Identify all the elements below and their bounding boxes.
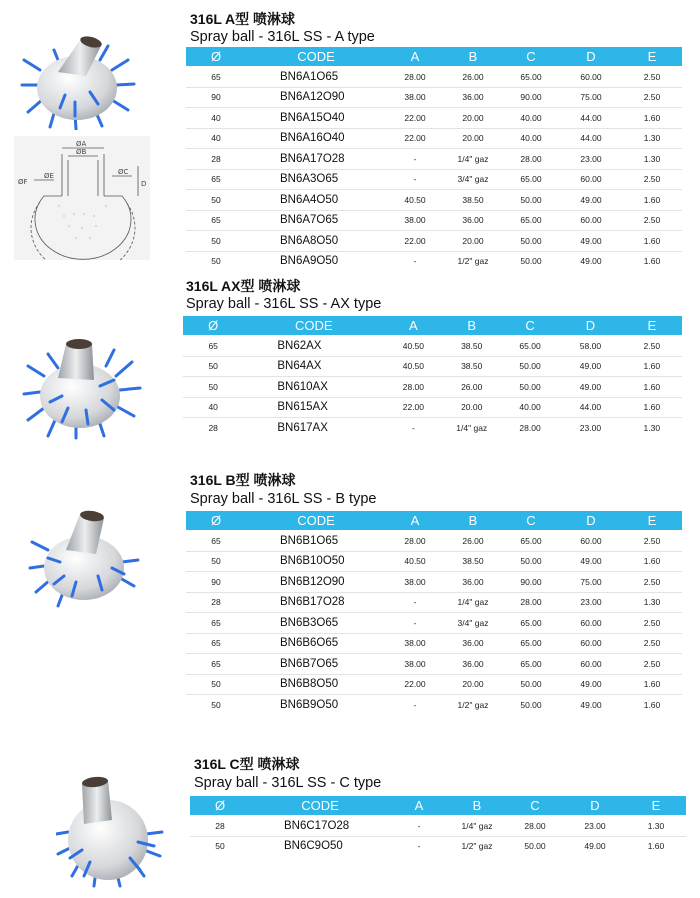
- cell-code: BN6B8O50: [246, 674, 386, 695]
- cell-a: 28.00: [386, 67, 444, 88]
- cell-a: 38.00: [386, 210, 444, 231]
- table-row: [186, 633, 682, 654]
- cell-c: 65.00: [502, 210, 560, 231]
- cell-code: BN6A16O40: [246, 128, 386, 149]
- column-header-c: C: [501, 316, 559, 336]
- table-row: [186, 654, 682, 675]
- table-row: [186, 551, 682, 572]
- cell-b: 1/4" gaz: [448, 816, 506, 837]
- cell-c: 90.00: [502, 572, 560, 593]
- cell-code: BN6A15O40: [246, 108, 386, 129]
- cell-c: 28.00: [519, 422, 541, 433]
- cell-c: 90.00: [502, 87, 560, 108]
- column-header-b: B: [448, 796, 506, 816]
- cell-b: 26.00: [444, 531, 502, 552]
- cell-c: 65.00: [502, 67, 560, 88]
- cell-d: 60.00: [560, 531, 622, 552]
- table-row: [183, 377, 682, 398]
- cell-e: 1.60: [622, 108, 682, 129]
- cell-code: BN64AX: [243, 356, 384, 377]
- section-ax-title: 316L AX型 喷淋球: [186, 278, 301, 294]
- column-header-code: CODE: [246, 47, 386, 67]
- table-row: [183, 356, 682, 377]
- column-header-e: E: [622, 47, 682, 67]
- column-header-d: D: [560, 47, 622, 67]
- table-row: [190, 816, 686, 837]
- cell-diameter: 50: [186, 231, 246, 252]
- cell-c: 50.00: [524, 841, 546, 852]
- drawing-label-f: ØF: [18, 178, 28, 186]
- cell-diameter: 50: [215, 841, 225, 852]
- cell-code: BN6A1O65: [246, 67, 386, 88]
- cell-diameter: 28: [208, 422, 218, 433]
- cell-d: 60.00: [560, 613, 622, 634]
- cell-c: 50.00: [502, 551, 560, 572]
- cell-d: 60.00: [560, 210, 622, 231]
- cell-e: 1.60: [622, 397, 682, 418]
- cell-e: 1.60: [622, 377, 682, 398]
- cell-b: 20.00: [444, 674, 502, 695]
- cell-c: 50.00: [501, 377, 559, 398]
- cell-b: 38.50: [443, 336, 501, 357]
- cell-b: 38.50: [444, 190, 502, 211]
- cell-c: 28.00: [502, 149, 560, 170]
- column-header-e: E: [622, 316, 682, 336]
- table-row: [186, 149, 682, 170]
- table-row: [186, 128, 682, 149]
- section-a-table: [186, 47, 682, 271]
- cell-e: 2.50: [622, 87, 682, 108]
- table-row: [186, 592, 682, 613]
- cell-diameter: 50: [211, 256, 221, 267]
- table-row: [190, 836, 686, 856]
- cell-d: 44.00: [560, 108, 622, 129]
- section-a-title: 316L A型 喷淋球: [190, 11, 296, 27]
- cell-d: 75.00: [560, 87, 622, 108]
- cell-diameter: 50: [183, 377, 243, 398]
- cell-code: BN6A4O50: [246, 190, 386, 211]
- cell-d: 23.00: [579, 422, 602, 433]
- cell-d: 60.00: [560, 633, 622, 654]
- cell-c: 65.00: [502, 169, 560, 190]
- cell-a: 22.00: [386, 108, 444, 129]
- cell-b: 38.50: [444, 551, 502, 572]
- cell-c: 65.00: [502, 531, 560, 552]
- table-row: [186, 674, 682, 695]
- cell-c: 28.00: [502, 592, 560, 613]
- cell-diameter: 50: [183, 356, 243, 377]
- cell-e: 1.60: [622, 356, 682, 377]
- cell-a: 22.00: [384, 397, 442, 418]
- cell-a: -: [411, 422, 415, 433]
- table-header-row: [183, 316, 682, 336]
- cell-code: BN6A3O65: [246, 169, 386, 190]
- column-header-code: CODE: [246, 511, 386, 531]
- cell-e: 2.50: [622, 572, 682, 593]
- cell-d: 49.00: [560, 551, 622, 572]
- drawing-label-b: ØB: [76, 148, 87, 156]
- table-row: [186, 67, 682, 88]
- spray-ball-a-drawing: [14, 136, 150, 260]
- cell-e: 1.30: [622, 149, 682, 170]
- cell-code: BN6B10O50: [246, 551, 386, 572]
- cell-a: 38.00: [386, 87, 444, 108]
- cell-b: 36.00: [444, 654, 502, 675]
- spray-ball-b-image: [28, 506, 148, 610]
- cell-d: 49.00: [560, 190, 622, 211]
- spray-ball-ax-image: [22, 336, 144, 440]
- cell-code: BN6A8O50: [246, 231, 386, 252]
- spray-ball-c-image: [56, 772, 164, 892]
- cell-diameter: 28: [186, 149, 246, 170]
- cell-code: BN6A12O90: [246, 87, 386, 108]
- cell-a: 38.00: [386, 654, 444, 675]
- table-row: [186, 531, 682, 552]
- drawing-label-a: ØA: [76, 140, 87, 148]
- cell-code: BN615AX: [243, 397, 384, 418]
- cell-d: 23.00: [564, 816, 626, 837]
- cell-c: 50.00: [501, 356, 559, 377]
- cell-diameter: 50: [186, 190, 246, 211]
- column-header-c: C: [502, 47, 560, 67]
- section-c-title: 316L C型 喷淋球: [194, 756, 300, 772]
- cell-code: BN6B12O90: [246, 572, 386, 593]
- cell-c: 50.00: [520, 256, 542, 267]
- table-row: [186, 251, 682, 271]
- cell-a: -: [413, 699, 417, 710]
- column-header-b: B: [444, 47, 502, 67]
- cell-e: 1.30: [643, 422, 661, 433]
- cell-code: BN6B17O28: [246, 592, 386, 613]
- column-header-b: B: [444, 511, 502, 531]
- drawing-label-c: ØC: [118, 168, 129, 176]
- cell-diameter: 50: [211, 699, 221, 710]
- cell-d: 58.00: [559, 336, 621, 357]
- cell-c: 65.00: [502, 654, 560, 675]
- section-b-title: 316L B型 喷淋球: [190, 472, 296, 488]
- cell-e: 1.30: [626, 816, 686, 837]
- cell-c: 65.00: [502, 613, 560, 634]
- table-row: [186, 231, 682, 252]
- cell-code: BN6B6O65: [246, 633, 386, 654]
- cell-diameter: 65: [183, 336, 243, 357]
- cell-code: BN617AX: [277, 421, 328, 434]
- cell-c: 50.00: [502, 674, 560, 695]
- cell-a: -: [386, 592, 444, 613]
- cell-a: 40.50: [386, 190, 444, 211]
- column-header-a: A: [384, 316, 442, 336]
- cell-diameter: 65: [186, 633, 246, 654]
- cell-b: 36.00: [444, 633, 502, 654]
- cell-a: 38.00: [386, 572, 444, 593]
- cell-b: 3/4" gaz: [444, 169, 502, 190]
- cell-code: BN610AX: [243, 377, 384, 398]
- cell-d: 44.00: [559, 397, 621, 418]
- cell-a: -: [386, 613, 444, 634]
- column-header-code: CODE: [250, 796, 390, 816]
- cell-c: 65.00: [502, 633, 560, 654]
- cell-d: 60.00: [560, 67, 622, 88]
- cell-code: BN6A9O50: [280, 255, 339, 268]
- column-header-b: B: [443, 316, 501, 336]
- cell-e: 1.60: [622, 190, 682, 211]
- cell-c: 40.00: [502, 108, 560, 129]
- cell-e: 1.60: [622, 674, 682, 695]
- cell-diameter: 65: [186, 67, 246, 88]
- cell-e: 1.30: [622, 128, 682, 149]
- cell-d: 49.00: [559, 356, 621, 377]
- cell-diameter: 65: [186, 654, 246, 675]
- cell-d: 49.00: [559, 377, 621, 398]
- column-header-a: A: [390, 796, 448, 816]
- cell-a: -: [413, 256, 417, 267]
- cell-code: BN62AX: [243, 336, 384, 357]
- column-header-d: D: [560, 511, 622, 531]
- cell-b: 1/4" gaz: [444, 592, 502, 613]
- drawing-label-d: D: [141, 180, 147, 188]
- cell-b: 1/2" gaz: [461, 841, 493, 852]
- cell-c: 40.00: [501, 397, 559, 418]
- cell-e: 1.60: [622, 231, 682, 252]
- cell-e: 2.50: [622, 531, 682, 552]
- cell-b: 20.00: [443, 397, 501, 418]
- cell-code: BN6B7O65: [246, 654, 386, 675]
- cell-d: 49.00: [560, 231, 622, 252]
- cell-a: -: [386, 169, 444, 190]
- cell-b: 1/2" gaz: [457, 256, 489, 267]
- cell-diameter: 65: [186, 613, 246, 634]
- cell-code: BN6C17O28: [250, 816, 390, 837]
- column-header-d: D: [559, 316, 621, 336]
- cell-e: 1.60: [647, 841, 665, 852]
- cell-d: 23.00: [560, 592, 622, 613]
- table-row: [186, 210, 682, 231]
- cell-b: 3/4" gaz: [444, 613, 502, 634]
- cell-code: BN6B3O65: [246, 613, 386, 634]
- table-header-row: [190, 796, 686, 816]
- cell-a: 22.00: [386, 674, 444, 695]
- table-row: [186, 87, 682, 108]
- table-row: [183, 336, 682, 357]
- cell-b: 26.00: [443, 377, 501, 398]
- cell-diameter: 40: [186, 108, 246, 129]
- cell-diameter: 40: [183, 397, 243, 418]
- table-row: [186, 169, 682, 190]
- column-header-c: C: [506, 796, 564, 816]
- cell-d: 75.00: [560, 572, 622, 593]
- column-header-diameter: Ø: [186, 47, 246, 67]
- cell-b: 1/4" gaz: [456, 422, 488, 433]
- cell-c: 50.00: [520, 699, 542, 710]
- column-header-diameter: Ø: [186, 511, 246, 531]
- cell-e: 1.60: [622, 551, 682, 572]
- cell-a: 28.00: [384, 377, 442, 398]
- column-header-diameter: Ø: [183, 316, 243, 336]
- cell-b: 36.00: [444, 210, 502, 231]
- cell-code: BN6A7O65: [246, 210, 386, 231]
- column-header-d: D: [564, 796, 626, 816]
- cell-e: 2.50: [622, 169, 682, 190]
- cell-b: 38.50: [443, 356, 501, 377]
- cell-a: 38.00: [386, 633, 444, 654]
- cell-diameter: 90: [186, 572, 246, 593]
- cell-c: 28.00: [506, 816, 564, 837]
- cell-diameter: 65: [186, 169, 246, 190]
- drawing-label-e: ØE: [44, 172, 54, 180]
- section-c-subtitle: Spray ball - 316L SS - C type: [194, 775, 382, 791]
- table-header-row: [186, 511, 682, 531]
- cell-diameter: 65: [186, 531, 246, 552]
- column-header-e: E: [626, 796, 686, 816]
- cell-b: 20.00: [444, 231, 502, 252]
- spray-ball-a-image: [20, 30, 140, 130]
- section-c-table: [190, 796, 686, 856]
- cell-diameter: 90: [186, 87, 246, 108]
- cell-c: 50.00: [502, 231, 560, 252]
- cell-d: 23.00: [560, 149, 622, 170]
- column-header-diameter: Ø: [190, 796, 250, 816]
- cell-d: 44.00: [560, 128, 622, 149]
- column-header-code: CODE: [243, 316, 384, 336]
- cell-e: 2.50: [622, 633, 682, 654]
- cell-e: 2.50: [622, 210, 682, 231]
- cell-e: 2.50: [622, 613, 682, 634]
- cell-a: -: [386, 149, 444, 170]
- cell-b: 1/2" gaz: [457, 699, 489, 710]
- column-header-e: E: [622, 511, 682, 531]
- cell-d: 49.00: [560, 674, 622, 695]
- cell-diameter: 50: [186, 674, 246, 695]
- cell-d: 60.00: [560, 654, 622, 675]
- cell-b: 36.00: [444, 87, 502, 108]
- cell-d: 60.00: [560, 169, 622, 190]
- cell-c: 65.00: [501, 336, 559, 357]
- cell-b: 20.00: [444, 128, 502, 149]
- cell-e: 1.60: [643, 256, 661, 267]
- table-header-row: [186, 47, 682, 67]
- cell-c: 40.00: [502, 128, 560, 149]
- section-ax-subtitle: Spray ball - 316L SS - AX type: [186, 296, 382, 312]
- table-row: [186, 695, 682, 715]
- cell-diameter: 50: [186, 551, 246, 572]
- section-b-table: [186, 511, 682, 715]
- table-row: [186, 108, 682, 129]
- cell-a: 40.50: [386, 551, 444, 572]
- cell-d: 49.00: [580, 256, 602, 267]
- cell-a: 22.00: [386, 231, 444, 252]
- cell-a: 40.50: [384, 356, 442, 377]
- cell-e: 1.60: [643, 699, 661, 710]
- cell-e: 1.30: [622, 592, 682, 613]
- column-header-a: A: [386, 511, 444, 531]
- cell-d: 49.00: [584, 841, 606, 852]
- cell-a: 22.00: [386, 128, 444, 149]
- section-b-subtitle: Spray ball - 316L SS - B type: [190, 491, 377, 507]
- cell-b: 36.00: [444, 572, 502, 593]
- cell-code: BN6C9O50: [284, 840, 343, 853]
- cell-diameter: 28: [186, 592, 246, 613]
- table-row: [186, 190, 682, 211]
- cell-c: 50.00: [502, 190, 560, 211]
- section-ax-table: [183, 316, 682, 438]
- cell-code: BN6A17O28: [246, 149, 386, 170]
- cell-e: 2.50: [622, 336, 682, 357]
- cell-b: 1/4" gaz: [444, 149, 502, 170]
- cell-a: -: [390, 816, 448, 837]
- column-header-a: A: [386, 47, 444, 67]
- cell-a: 28.00: [386, 531, 444, 552]
- cell-b: 26.00: [444, 67, 502, 88]
- cell-diameter: 40: [186, 128, 246, 149]
- table-row: [186, 613, 682, 634]
- cell-diameter: 28: [190, 816, 250, 837]
- cell-code: BN6B9O50: [280, 698, 339, 711]
- cell-a: 40.50: [384, 336, 442, 357]
- cell-e: 2.50: [622, 67, 682, 88]
- table-row: [183, 418, 682, 438]
- section-a-subtitle: Spray ball - 316L SS - A type: [190, 29, 375, 45]
- cell-a: -: [417, 841, 421, 852]
- cell-code: BN6B1O65: [246, 531, 386, 552]
- cell-d: 49.00: [580, 699, 602, 710]
- table-row: [183, 397, 682, 418]
- cell-e: 2.50: [622, 654, 682, 675]
- cell-diameter: 65: [186, 210, 246, 231]
- column-header-c: C: [502, 511, 560, 531]
- table-row: [186, 572, 682, 593]
- cell-b: 20.00: [444, 108, 502, 129]
